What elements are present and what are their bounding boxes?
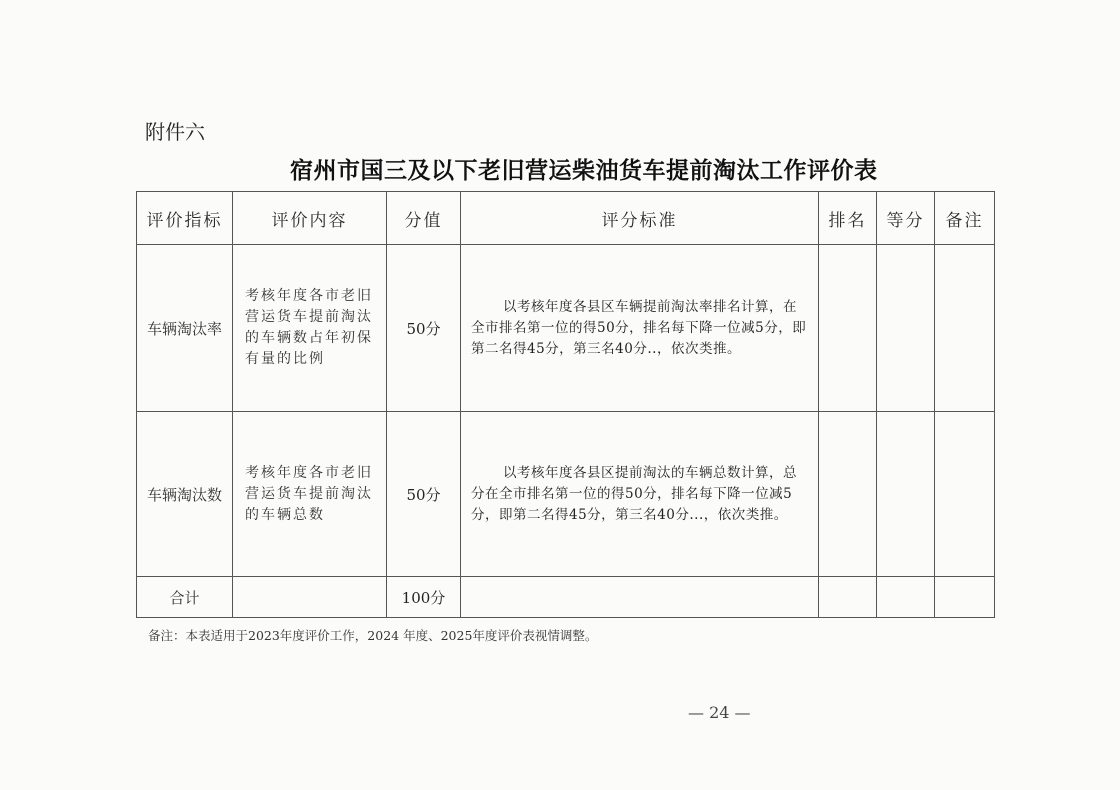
total-score: 100分	[387, 577, 461, 618]
row-content: 考核年度各市老旧营运货车提前淘汰的车辆总数	[233, 412, 387, 577]
total-rank	[819, 577, 877, 618]
table-total-row	[137, 577, 995, 618]
row-grade	[877, 412, 935, 577]
row-content: 考核年度各市老旧营运货车提前淘汰的车辆数占年初保有量的比例	[233, 245, 387, 412]
row-rank	[819, 412, 877, 577]
row-rank	[819, 245, 877, 412]
row-score: 50分	[387, 412, 461, 577]
header-content: 评价内容	[233, 192, 387, 245]
row-criteria	[461, 412, 819, 577]
total-label: 合计	[137, 577, 233, 618]
total-grade	[877, 577, 935, 618]
row-remark	[935, 412, 995, 577]
row-indicator: 车辆淘汰数	[137, 412, 233, 577]
table-row	[137, 245, 995, 412]
row-indicator: 车辆淘汰率	[137, 245, 233, 412]
document-title: 宿州市国三及以下老旧营运柴油货车提前淘汰工作评价表	[290, 157, 878, 184]
header-indicator: 评价指标	[137, 192, 233, 245]
header-remark: 备注	[935, 192, 995, 245]
row-criteria-text: 以考核年度各县区车辆提前淘汰率排名计算，在全市排名第一位的得50分，排名每下降一位减5分，即第二名得45分，第三名40分..，依次类推。	[471, 298, 807, 357]
header-grade: 等分	[877, 192, 935, 245]
table-row	[137, 412, 995, 577]
header-rank: 排名	[819, 192, 877, 245]
row-grade	[877, 245, 935, 412]
total-criteria	[461, 577, 819, 618]
row-criteria-text: 以考核年度各县区提前淘汰的车辆总数计算，总分在全市排名第一位的得50分，排名每下降一位减5分，即第二名得45分，第三名40分...，依次类推。	[471, 464, 797, 523]
row-score: 50分	[387, 245, 461, 412]
attachment-label: 附件六	[145, 120, 205, 144]
header-criteria: 评分标准	[461, 192, 819, 245]
row-criteria	[461, 245, 819, 412]
page-number: — 24 —	[688, 703, 751, 722]
total-content	[233, 577, 387, 618]
total-remark	[935, 577, 995, 618]
row-remark	[935, 245, 995, 412]
table-note: 备注：本表适用于2023年度评价工作，2024 年度、2025年度评价表视情调整。	[148, 628, 598, 643]
header-score: 分值	[387, 192, 461, 245]
evaluation-table	[136, 191, 995, 618]
table-header-row	[137, 192, 995, 245]
